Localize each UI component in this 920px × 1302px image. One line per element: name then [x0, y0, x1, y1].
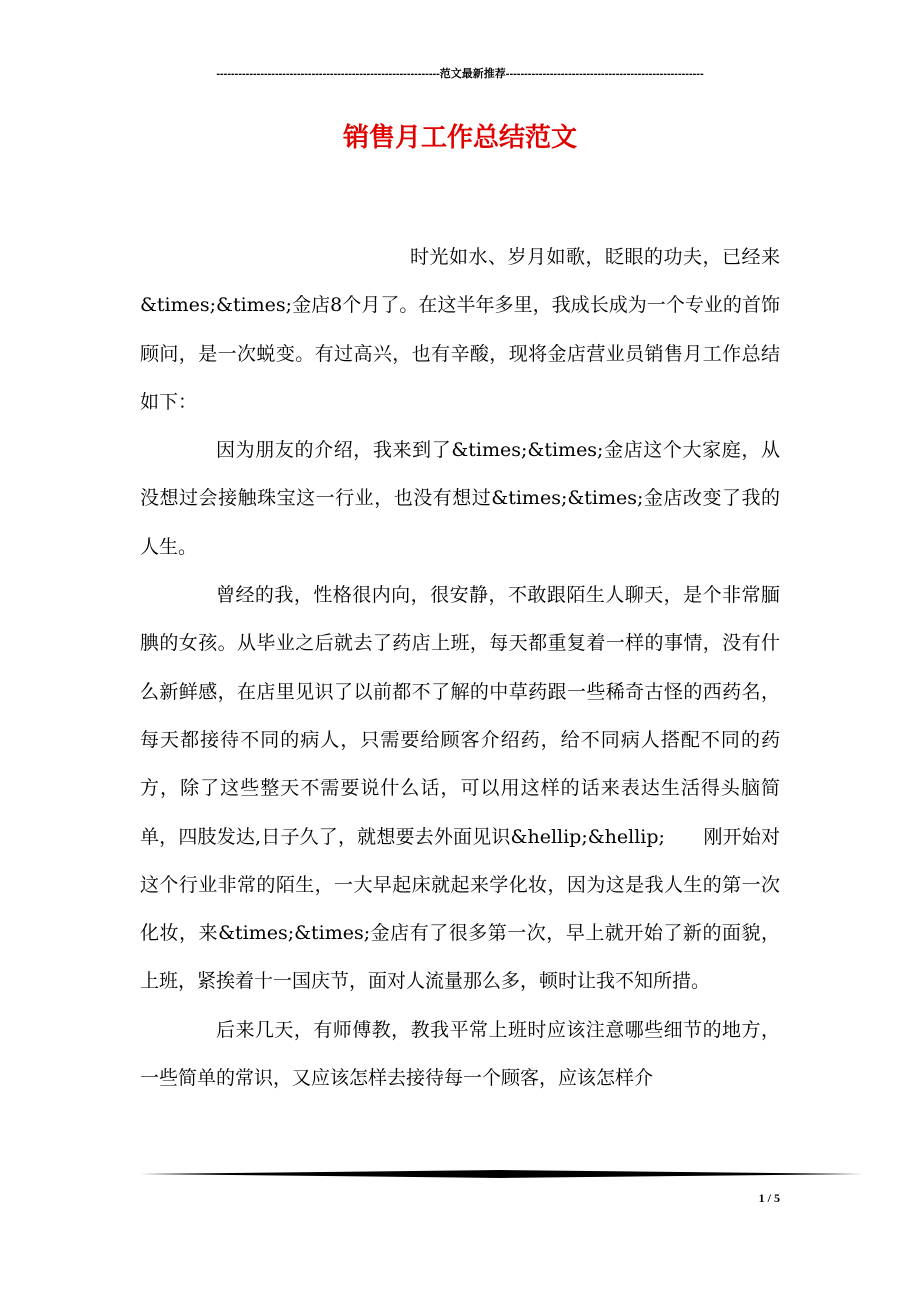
paragraph-training: 后来几天，有师傅教，教我平常上班时应该注意哪些细节的地方，一些简单的常识，又应该怎样去接待每一个顾客，应该怎样介 [140, 1018, 780, 1090]
paragraph-past: 曾经的我，性格很内向，很安静，不敢跟陌生人聊天，是个非常腼腆的女孩。从毕业之后就去了药店上班，每天都重复着一样的事情，没有什么新鲜感，在店里见识了以前都不了解的中草药跟一些稀奇古怪的西药名，每天都接待不同的病人，只需要给顾客介绍药，给不同病人搭配不同的药方，除了这些整天不需要说什么话，可以用这样的话来表达生活得头脑简单，四肢发达,日子久了，就想要去外面见识&hellip;&hellip; 刚开始对这个行业非常的陌生，一大早起床就起来学化妆，因为这是我人生的第一次化妆，来&times;&times;金店有了很多第一次，早上就开始了新的面貌，上班，紧挨着十一国庆节，面对人流量那么多，顿时让我不知所措。 [140, 584, 780, 993]
page-header: -------------------------------------------------------------范文最新推荐------------------------------------------------------ [216, 68, 704, 80]
paragraph-intro: 时光如水、岁月如歌，眨眼的功夫，已经来&times;&times;金店8个月了。在这半年多里，我成长成为一个专业的首饰顾问，是一次蜕变。有过高兴，也有辛酸，现将金店营业员销售月工作总结如下： [140, 246, 780, 413]
document-body [140, 233, 780, 1102]
document-title: 销售月工作总结范文 [342, 123, 577, 153]
footer-divider [140, 1170, 862, 1178]
paragraph-joining: 因为朋友的介绍，我来到了&times;&times;金店这个大家庭，从没想过会接触珠宝这一行业，也没有想过&times;&times;金店改变了我的人生。 [140, 439, 780, 558]
page-number: 1 / 5 [758, 1191, 780, 1205]
